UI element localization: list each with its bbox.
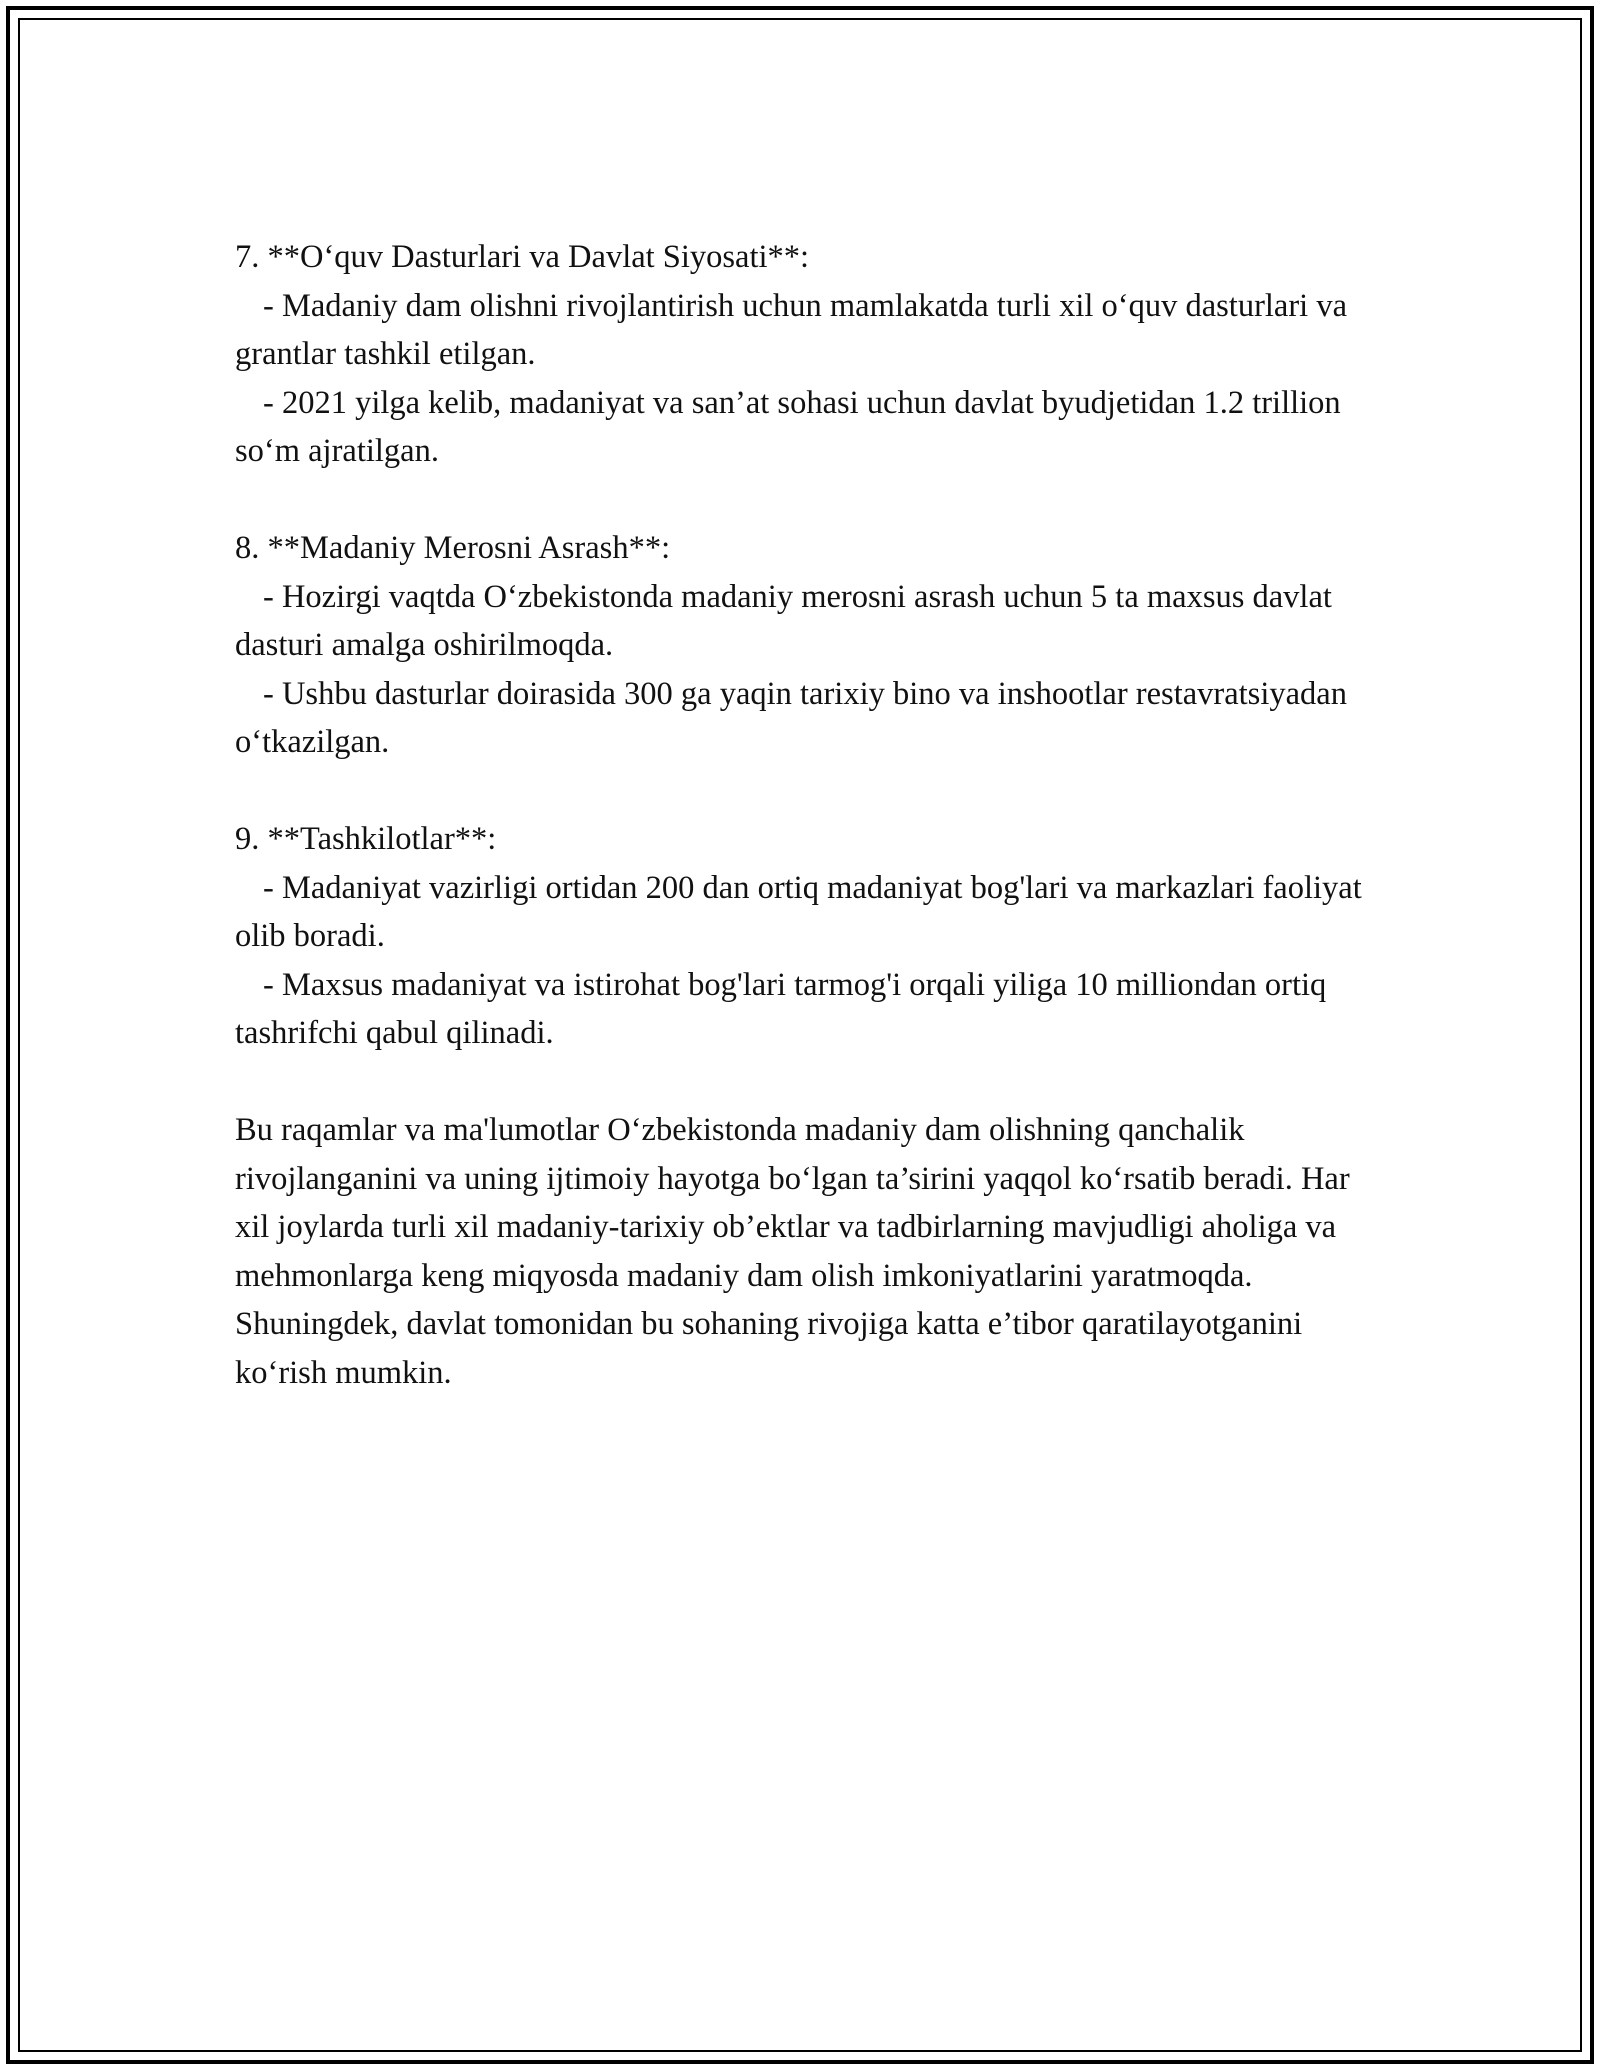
conclusion-paragraph: Bu raqamlar va ma'lumotlar O‘zbekistonda madaniy dam olishning qanchalik rivojlanganini va uning ijtimoiy hayotga bo‘lgan ta’sirini yaqqol ko‘rsatib beradi. Har xil joylarda turli xil madaniy-tarixiy ob’ektlar va tadbirlarning mavjudligi aholiga va mehmonlarga keng miqyosda madaniy dam olish imkoniyatlarini yaratmoqda. Shuningdek, davlat tomonidan bu sohaning rivojiga katta e’tibor qaratilayotganini ko‘rish mumkin. xyxy=(235,1112,1350,1391)
bullet-item: - Hozirgi vaqtda O‘zbekistonda madaniy merosni asrash uchun 5 ta maxsus davlat dasturi amalga oshirilmoqda. xyxy=(235,578,1341,663)
section-8 xyxy=(235,524,1365,767)
bullet-item: - Maxsus madaniyat va istirohat bog'lari tarmog'i orqali yiliga 10 milliondan ortiq tashrifchi qabul qilinadi. xyxy=(235,966,1335,1051)
bullet-item: - Madaniy dam olishni rivojlantirish uchun mamlakatda turli xil o‘quv dasturlari va grantlar tashkil etilgan. xyxy=(235,287,1356,372)
section-heading: 8. **Madaniy Merosni Asrash**: xyxy=(235,530,671,566)
section-heading: 9. **Tashkilotlar**: xyxy=(235,821,497,857)
bullet-item: - Madaniyat vazirligi ortidan 200 dan ortiq madaniyat bog'lari va markazlari faoliyat olib boradi. xyxy=(235,869,1370,954)
section-9 xyxy=(235,815,1370,1058)
section-heading: 7. **O‘quv Dasturlari va Davlat Siyosati**: xyxy=(235,239,810,275)
bullet-item: - Ushbu dasturlar doirasida 300 ga yaqin tarixiy bino va inshootlar restavratsiyadan o‘tkazilgan. xyxy=(235,675,1356,760)
section-7 xyxy=(235,233,1365,476)
document-body xyxy=(235,233,1370,1397)
bullet-item: - 2021 yilga kelib, madaniyat va san’at sohasi uchun davlat byudjetidan 1.2 trillion so‘m ajratilgan. xyxy=(235,384,1349,469)
